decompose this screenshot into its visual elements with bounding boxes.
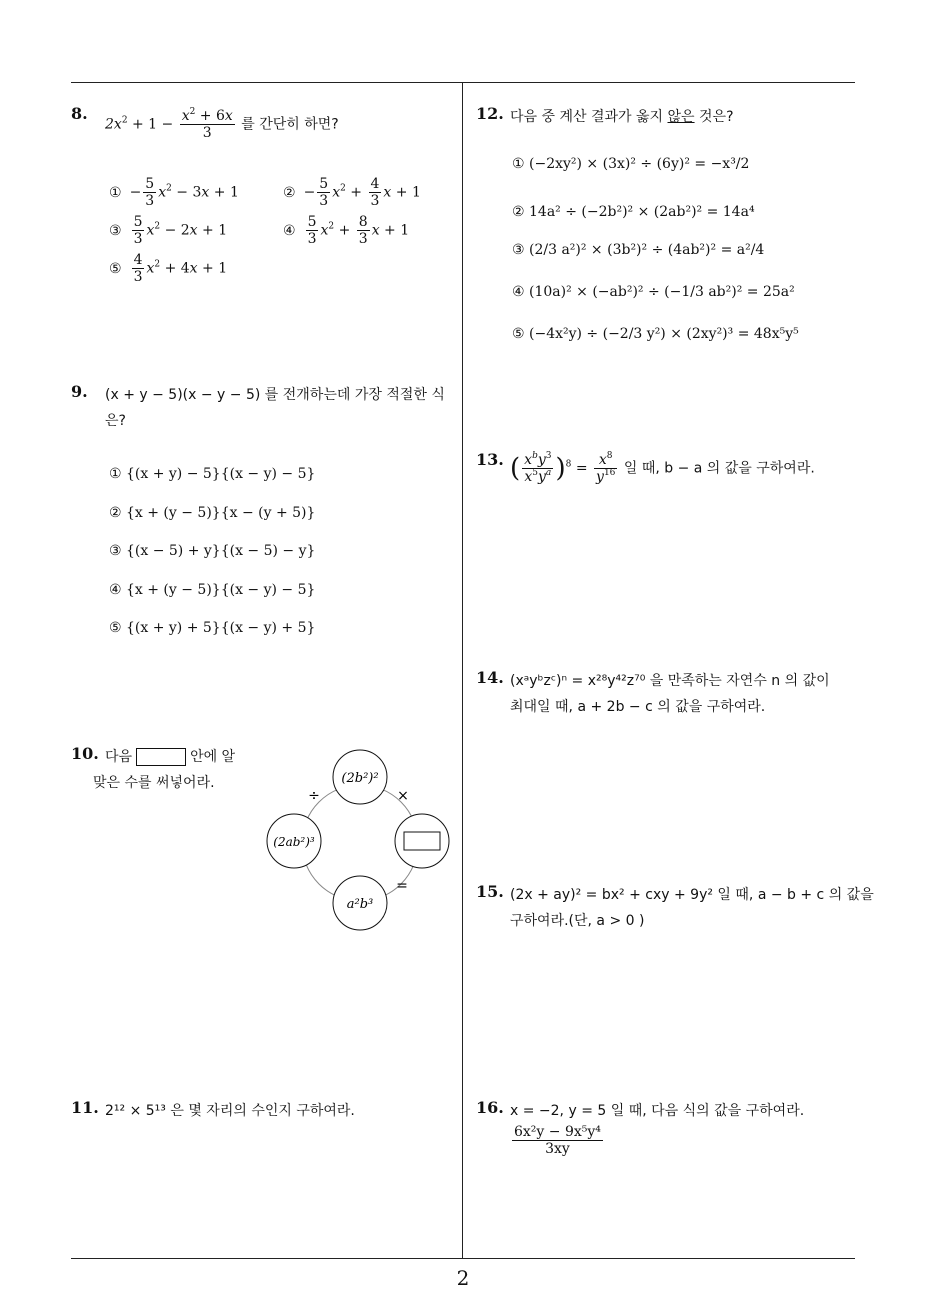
question-number: 12.: [476, 104, 504, 123]
question-text-cont: 은?: [105, 413, 126, 429]
question-number: 14.: [476, 668, 504, 687]
option-4[interactable]: ④ (10a)² × (−ab²)² ÷ (−1/3 ab²)² = 25a²: [512, 284, 795, 300]
question-15: [476, 882, 874, 932]
question-number: 10.: [71, 744, 99, 763]
question-8: [71, 104, 451, 284]
option-1[interactable]: ① {(x + y) − 5}{(x − y) − 5}: [109, 466, 316, 482]
option-5[interactable]: ⑤ $\frac{4}{3}$ $x^2 + 4x + 1$: [109, 252, 228, 285]
node-left-label: (2ab²)³: [273, 835, 315, 849]
answer-blank[interactable]: [136, 748, 186, 766]
question-number: 16.: [476, 1098, 504, 1117]
question-text: 다음 안에 알: [105, 749, 236, 765]
answer-box[interactable]: [404, 832, 440, 850]
question-text: x = −2, y = 5 일 때, 다음 식의 값을 구하여라.: [510, 1103, 805, 1119]
option-4[interactable]: ④ $\frac{5}{3}$ $x^2$ + $\frac{8}{3}$ x + 1: [283, 214, 410, 247]
question-9: [71, 382, 456, 642]
question-number: 13.: [476, 450, 504, 469]
column-divider: [462, 83, 463, 1258]
question-number: 15.: [476, 882, 504, 901]
question-number: 9.: [71, 382, 88, 401]
operator-times: ×: [397, 788, 409, 804]
operation-cycle-diagram: [266, 748, 456, 938]
option-1[interactable]: ① − $\frac{5}{3}$ $x^2 - 3x + 1$: [109, 176, 239, 209]
option-3[interactable]: ③ {(x − 5) + y}{(x − 5) − y}: [109, 543, 316, 559]
option-5[interactable]: ⑤ (−4x²y) ÷ (−2/3 y²) × (2xy²)³ = 48x⁵y⁵: [512, 326, 799, 342]
question-text-cont: 구하여라.(단, a > 0 ): [510, 913, 645, 929]
node-bottom-label: a²b³: [346, 897, 374, 912]
bottom-rule: [71, 1258, 855, 1259]
question-14: [476, 668, 861, 718]
question-number: 8.: [71, 104, 88, 123]
question-text-cont: 최대일 때, a + 2b − c 의 값을 구하여라.: [510, 699, 766, 715]
option-5[interactable]: ⑤ {(x + y) + 5}{(x − y) + 5}: [109, 620, 316, 636]
question-text-cont: 맞은 수를 써넣어라.: [93, 775, 215, 791]
question-text: 2¹² × 5¹³ 은 몇 자리의 수인지 구하여라.: [105, 1103, 355, 1119]
question-13: [476, 450, 856, 500]
expression-fraction: $\frac{\text{6x²y − 9x⁵y⁴}}{3xy}$: [514, 1124, 601, 1157]
question-text: 다음 중 계산 결과가 옳지 않은 것은?: [510, 109, 734, 125]
option-4[interactable]: ④ {x + (y − 5)}{(x − y) − 5}: [109, 582, 316, 598]
option-2[interactable]: ② − $\frac{5}{3}$ $x^2$ + $\frac{4}{3}$ x + 1: [283, 176, 421, 209]
page-number: 2: [456, 1266, 470, 1290]
question-text: $2x^2 + 1$ − $\frac{x^2 + 6x}{3}$ 를 간단히 하면?: [105, 107, 339, 141]
operator-equals: =: [396, 878, 408, 894]
option-2[interactable]: ② 14a² ÷ (−2b²)² × (2ab²)² = 14a⁴: [512, 204, 755, 220]
question-text: ( $\frac{x^by^3}{x^5y^a}$ )$^8$ = $\frac{x^8}{y^{16}}$ 일 때, b − a 의 값을 구하여라.: [510, 451, 815, 485]
expression: [510, 1124, 605, 1157]
question-10: [71, 744, 261, 804]
question-text: (x + y − 5)(x − y − 5) 를 전개하는데 가장 적절한 식: [105, 387, 445, 403]
option-3[interactable]: ③ $\frac{5}{3}$ $x^2 - 2x + 1$: [109, 214, 228, 247]
question-number: 11.: [71, 1098, 99, 1117]
top-rule: [71, 82, 855, 83]
question-text: (2x + ay)² = bx² + cxy + 9y² 일 때, a − b + c 의 값을: [510, 887, 874, 903]
node-top-label: (2b²)²: [341, 771, 379, 786]
operator-divide: ÷: [308, 788, 320, 804]
question-16: [476, 1098, 856, 1168]
question-12: [476, 104, 856, 354]
option-1[interactable]: ① (−2xy²) × (3x)² ÷ (6y)² = −x³/2: [512, 156, 750, 172]
fraction: $\frac{x^2 + 6x}{3}$: [181, 107, 233, 141]
question-text: (xᵃyᵇzᶜ)ⁿ = x²⁸y⁴²z⁷⁰ 을 만족하는 자연수 n 의 값이: [510, 673, 830, 689]
question-11: [71, 1098, 456, 1128]
option-2[interactable]: ② {x + (y − 5)}{x − (y + 5)}: [109, 505, 316, 521]
option-3[interactable]: ③ (2/3 a²)² × (3b²)² ÷ (4ab²)² = a²/4: [512, 242, 765, 258]
